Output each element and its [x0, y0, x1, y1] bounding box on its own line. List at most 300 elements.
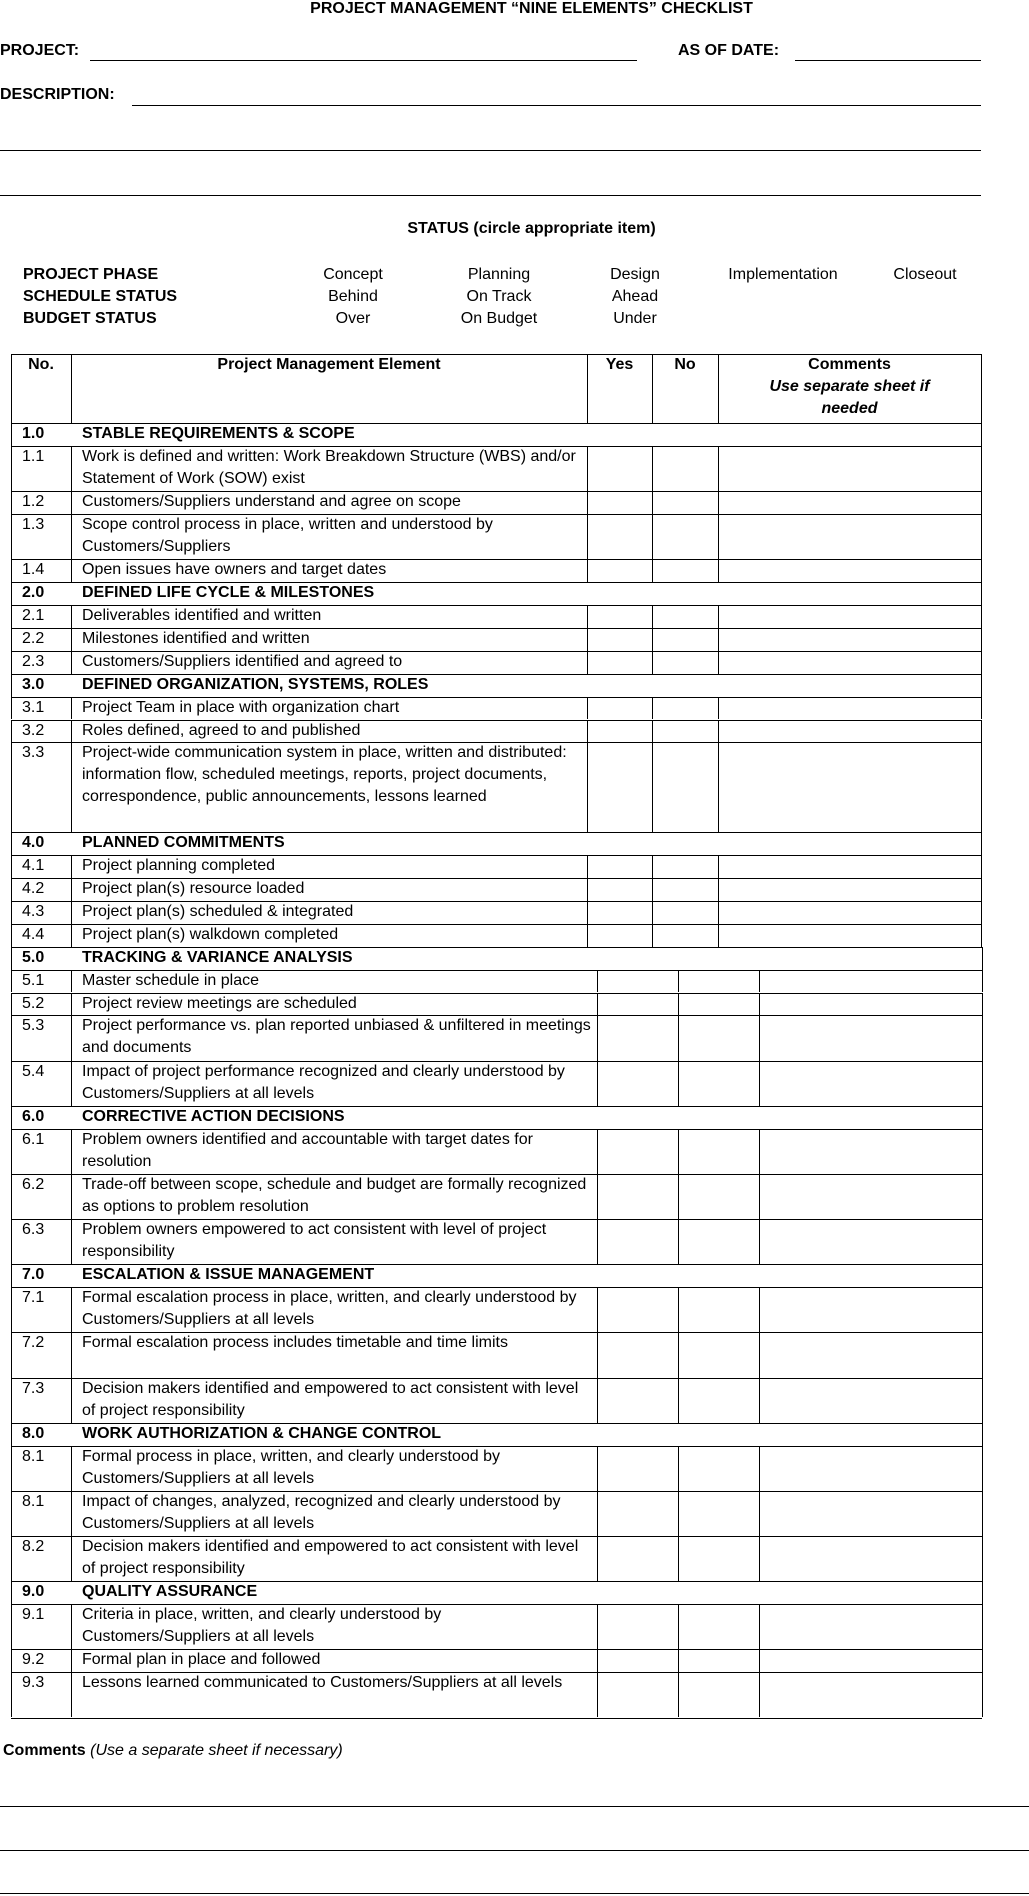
yes-checkbox-cell[interactable] [597, 970, 678, 993]
yes-checkbox-cell[interactable] [587, 742, 652, 832]
item-number: 7.2 [22, 1334, 45, 1352]
comments-cell[interactable] [759, 1287, 982, 1332]
column-divider [597, 1378, 598, 1423]
comments-cell[interactable] [718, 514, 981, 559]
comments-cell[interactable] [718, 901, 981, 924]
comments-cell[interactable] [759, 1061, 982, 1106]
status-option[interactable]: Ahead [611, 288, 659, 305]
no-checkbox-cell[interactable] [652, 855, 718, 878]
column-divider [11, 559, 12, 582]
yes-checkbox-cell[interactable] [587, 855, 652, 878]
item-text: Problem owners empowered to act consistent with level of project responsibility [82, 1221, 547, 1261]
comments-cell[interactable] [759, 1649, 982, 1672]
status-option[interactable]: Behind [328, 288, 378, 305]
column-divider [981, 491, 982, 514]
section-row [11, 1581, 982, 1604]
column-divider [982, 1536, 983, 1581]
description-label: DESCRIPTION: [0, 86, 115, 103]
item-text: Milestones identified and written [82, 629, 310, 647]
yes-checkbox-cell[interactable] [587, 605, 652, 628]
section-number: 6.0 [22, 1107, 45, 1125]
item-text: Criteria in place, written, and clearly understood by Customers/Suppliers at all levels [82, 1606, 442, 1646]
item-text: Trade-off between scope, schedule and budget are formally recognized as options to problem resolution [82, 1175, 587, 1215]
item-text: Project-wide communication system in place, written and distributed: information flow, scheduled meetings, reports, project documents, correspondence, public announcements, lessons learned [82, 744, 567, 806]
no-checkbox-cell[interactable] [678, 1332, 759, 1377]
column-divider [71, 1491, 72, 1536]
column-divider [597, 1604, 598, 1649]
column-divider [718, 742, 719, 832]
no-checkbox-cell[interactable] [678, 1649, 759, 1672]
column-divider [981, 742, 982, 832]
column-divider [11, 1446, 12, 1491]
comments-note: (Use a separate sheet if necessary) [90, 1742, 343, 1759]
yes-checkbox-cell[interactable] [597, 1174, 678, 1219]
column-divider [652, 491, 653, 514]
column-divider [11, 1129, 12, 1174]
status-option[interactable]: Design [610, 266, 660, 283]
yes-checkbox-cell[interactable] [597, 993, 678, 1016]
row-divider [11, 1718, 982, 1719]
column-divider [678, 1536, 679, 1581]
column-divider [11, 832, 12, 855]
comments-cell[interactable] [759, 1536, 982, 1581]
column-divider [981, 605, 982, 628]
yes-checkbox-cell[interactable] [597, 1061, 678, 1106]
item-text: Roles defined, agreed to and published [82, 721, 361, 739]
item-text: Impact of project performance recognized and clearly understood by Customers/Suppliers at all levels [82, 1062, 565, 1102]
column-divider [11, 1332, 12, 1377]
comments-cell[interactable] [718, 605, 981, 628]
section-title: QUALITY ASSURANCE [82, 1583, 258, 1601]
no-checkbox-cell[interactable] [652, 878, 718, 901]
yes-checkbox-cell[interactable] [597, 1604, 678, 1649]
column-divider [71, 855, 72, 878]
column-divider [71, 720, 72, 743]
status-option[interactable]: On Track [466, 288, 532, 305]
column-divider [981, 423, 982, 446]
section-row [11, 582, 981, 605]
comments-cell[interactable] [759, 1378, 982, 1423]
comments-cell[interactable] [759, 1174, 982, 1219]
no-checkbox-cell[interactable] [678, 1378, 759, 1423]
no-checkbox-cell[interactable] [652, 742, 718, 832]
column-divider [11, 514, 12, 559]
comments-cell[interactable] [759, 1446, 982, 1491]
column-divider [982, 1649, 983, 1672]
column-divider [597, 1015, 598, 1060]
no-checkbox-cell[interactable] [678, 1015, 759, 1060]
no-checkbox-cell[interactable] [678, 1446, 759, 1491]
comments-cell[interactable] [718, 924, 981, 947]
item-number: 6.1 [22, 1130, 45, 1148]
column-divider [71, 1536, 72, 1581]
item-number: 1.2 [22, 493, 45, 511]
column-divider [652, 354, 653, 423]
column-divider [597, 1536, 598, 1581]
column-divider [981, 674, 982, 697]
column-divider [597, 1446, 598, 1491]
column-divider [759, 1446, 760, 1491]
header-no-col: No [674, 356, 696, 373]
item-number: 3.3 [22, 744, 45, 762]
column-divider [678, 1649, 679, 1672]
yes-checkbox-cell[interactable] [597, 1378, 678, 1423]
no-checkbox-cell[interactable] [678, 1219, 759, 1264]
section-number: 8.0 [22, 1424, 45, 1442]
column-divider [652, 878, 653, 901]
item-number: 2.3 [22, 652, 45, 670]
header-no: No. [28, 356, 54, 373]
column-divider [11, 1378, 12, 1423]
item-text: Decision makers identified and empowered to act consistent with level of project responsibility [82, 1379, 579, 1419]
comments-line-3[interactable] [0, 1893, 1029, 1894]
column-divider [982, 1332, 983, 1377]
status-row [23, 286, 1023, 308]
column-divider [587, 446, 588, 491]
column-divider [678, 1061, 679, 1106]
column-divider [759, 1604, 760, 1649]
no-checkbox-cell[interactable] [678, 1604, 759, 1649]
column-divider [597, 1491, 598, 1536]
section-row [11, 674, 981, 697]
comments-cell[interactable] [718, 559, 981, 582]
item-number: 6.3 [22, 1221, 45, 1239]
column-divider [71, 1378, 72, 1423]
column-divider [759, 1015, 760, 1060]
column-divider [982, 1423, 983, 1446]
column-divider [71, 651, 72, 674]
comments-cell[interactable] [759, 993, 982, 1016]
section-row [11, 423, 981, 446]
column-divider [718, 651, 719, 674]
yes-checkbox-cell[interactable] [587, 559, 652, 582]
status-option[interactable]: Implementation [728, 266, 838, 283]
item-text: Formal escalation process in place, written, and clearly understood by Customers/Suppliers at all levels [82, 1289, 577, 1329]
column-divider [71, 697, 72, 720]
comments-cell[interactable] [718, 878, 981, 901]
status-row-label: SCHEDULE STATUS [23, 288, 178, 305]
no-checkbox-cell[interactable] [652, 559, 718, 582]
comments-cell[interactable] [718, 742, 981, 832]
column-divider [11, 423, 12, 446]
yes-checkbox-cell[interactable] [597, 1332, 678, 1377]
no-checkbox-cell[interactable] [652, 491, 718, 514]
section-number: 7.0 [22, 1266, 45, 1284]
column-divider [982, 1672, 983, 1717]
column-divider [718, 446, 719, 491]
comments-cell[interactable] [759, 1332, 982, 1377]
column-divider [11, 1649, 12, 1672]
column-divider [652, 651, 653, 674]
comments-cell[interactable] [759, 1491, 982, 1536]
yes-checkbox-cell[interactable] [587, 924, 652, 947]
item-number: 5.2 [22, 994, 45, 1012]
comments-cell[interactable] [759, 970, 982, 993]
yes-checkbox-cell[interactable] [597, 1446, 678, 1491]
column-divider [597, 1174, 598, 1219]
comments-cell[interactable] [759, 1604, 982, 1649]
column-divider [11, 1287, 12, 1332]
yes-checkbox-cell[interactable] [597, 1219, 678, 1264]
column-divider [587, 855, 588, 878]
yes-checkbox-cell[interactable] [587, 446, 652, 491]
project-field[interactable] [90, 60, 637, 61]
column-divider [759, 1649, 760, 1672]
column-divider [71, 1219, 72, 1264]
header-comments [718, 354, 981, 423]
section-title: PLANNED COMMITMENTS [82, 834, 285, 852]
column-divider [981, 446, 982, 491]
no-checkbox-cell[interactable] [652, 651, 718, 674]
yes-checkbox-cell[interactable] [587, 901, 652, 924]
yes-checkbox-cell[interactable] [597, 1672, 678, 1717]
header-element: Project Management Element [217, 356, 441, 373]
column-divider [759, 1378, 760, 1423]
status-row-label: PROJECT PHASE [23, 266, 159, 283]
column-divider [678, 1287, 679, 1332]
status-row [23, 308, 1023, 330]
column-divider [587, 628, 588, 651]
column-divider [11, 697, 12, 720]
column-divider [982, 1174, 983, 1219]
comments-cell[interactable] [718, 720, 981, 743]
column-divider [587, 878, 588, 901]
column-divider [587, 651, 588, 674]
no-checkbox-cell[interactable] [652, 446, 718, 491]
no-checkbox-cell[interactable] [652, 628, 718, 651]
comments-cell[interactable] [718, 628, 981, 651]
yes-checkbox-cell[interactable] [597, 1536, 678, 1581]
item-text: Decision makers identified and empowered to act consistent with level of project responsibility [82, 1538, 579, 1578]
column-divider [759, 993, 760, 1016]
column-divider [981, 697, 982, 720]
column-divider [11, 970, 12, 993]
status-option[interactable]: Planning [467, 266, 531, 283]
description-field[interactable] [132, 105, 981, 106]
column-divider [11, 1536, 12, 1581]
column-divider [71, 514, 72, 559]
description-line-2[interactable] [0, 150, 981, 151]
column-divider [11, 1581, 12, 1604]
comments-cell[interactable] [759, 1672, 982, 1717]
column-divider [678, 1174, 679, 1219]
status-option[interactable]: Concept [323, 266, 383, 283]
column-divider [587, 697, 588, 720]
yes-checkbox-cell[interactable] [587, 878, 652, 901]
status-option[interactable]: Closeout [893, 266, 957, 283]
yes-checkbox-cell[interactable] [597, 1129, 678, 1174]
column-divider [71, 970, 72, 993]
yes-checkbox-cell[interactable] [587, 491, 652, 514]
comments-line-1[interactable] [0, 1806, 1029, 1807]
comments-cell[interactable] [759, 1015, 982, 1060]
no-checkbox-cell[interactable] [652, 514, 718, 559]
column-divider [71, 993, 72, 1016]
column-divider [11, 1106, 12, 1129]
as-of-date-field[interactable] [795, 60, 981, 61]
status-option[interactable]: On Budget [460, 310, 538, 327]
yes-checkbox-cell[interactable] [587, 514, 652, 559]
status-option[interactable]: Under [613, 310, 657, 327]
comments-label: Comments [3, 1742, 86, 1759]
column-divider [71, 1287, 72, 1332]
column-divider [982, 1378, 983, 1423]
item-text: Project Team in place with organization chart [82, 698, 400, 716]
no-checkbox-cell[interactable] [678, 1672, 759, 1717]
section-row [11, 832, 981, 855]
column-divider [759, 1672, 760, 1717]
item-text: Project review meetings are scheduled [82, 994, 357, 1012]
column-divider [652, 742, 653, 832]
column-divider [11, 924, 12, 947]
column-divider [718, 559, 719, 582]
column-divider [718, 878, 719, 901]
header-yes: Yes [605, 356, 634, 373]
yes-checkbox-cell[interactable] [597, 1287, 678, 1332]
column-divider [71, 1649, 72, 1672]
column-divider [652, 446, 653, 491]
column-divider [981, 514, 982, 559]
column-divider [587, 514, 588, 559]
column-divider [71, 901, 72, 924]
item-number: 4.2 [22, 880, 45, 897]
no-checkbox-cell[interactable] [678, 1129, 759, 1174]
column-divider [597, 1332, 598, 1377]
column-divider [71, 1015, 72, 1060]
item-text: Project plan(s) scheduled & integrated [82, 902, 354, 920]
column-divider [71, 559, 72, 582]
column-divider [11, 1604, 12, 1649]
item-number: 8.1 [22, 1447, 45, 1465]
comments-line-2[interactable] [0, 1850, 1029, 1851]
column-divider [718, 901, 719, 924]
item-text: Customers/Suppliers identified and agreed to [82, 652, 403, 670]
comments-cell[interactable] [718, 446, 981, 491]
item-text: Lessons learned communicated to Customers/Suppliers at all levels [82, 1674, 563, 1692]
comments-cell[interactable] [718, 697, 981, 720]
item-number: 2.2 [22, 629, 45, 647]
item-text: Scope control process in place, written and understood by Customers/Suppliers [82, 516, 493, 555]
no-checkbox-cell[interactable] [652, 697, 718, 720]
column-divider [11, 1672, 12, 1717]
column-divider [678, 1446, 679, 1491]
item-number: 4.3 [22, 902, 45, 920]
column-divider [11, 582, 12, 605]
no-checkbox-cell[interactable] [678, 993, 759, 1016]
item-number: 9.1 [22, 1606, 45, 1624]
comments-cell[interactable] [718, 651, 981, 674]
no-checkbox-cell[interactable] [652, 605, 718, 628]
no-checkbox-cell[interactable] [678, 970, 759, 993]
comments-cell[interactable] [718, 491, 981, 514]
column-divider [597, 1649, 598, 1672]
column-divider [71, 491, 72, 514]
column-divider [652, 628, 653, 651]
item-text: Open issues have owners and target dates [82, 561, 387, 579]
column-divider [678, 1672, 679, 1717]
column-divider [11, 354, 12, 423]
column-divider [11, 628, 12, 651]
column-divider [981, 651, 982, 674]
column-divider [587, 491, 588, 514]
status-row-label: BUDGET STATUS [23, 310, 157, 327]
column-divider [718, 491, 719, 514]
column-divider [982, 1129, 983, 1174]
item-text: Project plan(s) resource loaded [82, 880, 305, 897]
item-number: 1.1 [22, 447, 45, 465]
column-divider [652, 697, 653, 720]
comments-cell[interactable] [718, 855, 981, 878]
status-option[interactable]: Over [335, 310, 371, 327]
no-checkbox-cell[interactable] [652, 720, 718, 743]
item-number: 9.2 [22, 1651, 45, 1669]
yes-checkbox-cell[interactable] [597, 1649, 678, 1672]
column-divider [678, 1015, 679, 1060]
yes-checkbox-cell[interactable] [597, 1015, 678, 1060]
yes-checkbox-cell[interactable] [587, 697, 652, 720]
column-divider [597, 993, 598, 1016]
column-divider [981, 559, 982, 582]
item-text: Problem owners identified and accountable with target dates for resolution [82, 1130, 533, 1170]
column-divider [597, 1672, 598, 1717]
no-checkbox-cell[interactable] [678, 1287, 759, 1332]
yes-checkbox-cell[interactable] [587, 628, 652, 651]
column-divider [597, 1129, 598, 1174]
yes-checkbox-cell[interactable] [587, 651, 652, 674]
comments-cell[interactable] [759, 1129, 982, 1174]
column-divider [71, 742, 72, 832]
column-divider [71, 605, 72, 628]
yes-checkbox-cell[interactable] [597, 1491, 678, 1536]
column-divider [11, 1061, 12, 1106]
column-divider [587, 559, 588, 582]
column-divider [678, 1219, 679, 1264]
no-checkbox-cell[interactable] [678, 1491, 759, 1536]
column-divider [678, 1129, 679, 1174]
description-line-3[interactable] [0, 195, 981, 196]
column-divider [597, 1287, 598, 1332]
column-divider [981, 628, 982, 651]
no-checkbox-cell[interactable] [678, 1174, 759, 1219]
item-text: Customers/Suppliers understand and agree on scope [82, 493, 461, 511]
column-divider [597, 970, 598, 993]
column-divider [11, 1219, 12, 1264]
column-divider [982, 1219, 983, 1264]
column-divider [678, 1491, 679, 1536]
column-divider [71, 1672, 72, 1717]
status-heading: STATUS (circle appropriate item) [407, 220, 656, 237]
column-divider [71, 354, 72, 423]
column-divider [587, 901, 588, 924]
no-checkbox-cell[interactable] [678, 1536, 759, 1581]
comments-cell[interactable] [759, 1219, 982, 1264]
item-number: 1.4 [22, 561, 45, 579]
no-checkbox-cell[interactable] [652, 901, 718, 924]
column-divider [678, 993, 679, 1016]
column-divider [981, 582, 982, 605]
page-title: PROJECT MANAGEMENT “NINE ELEMENTS” CHECKLIST [310, 0, 753, 17]
column-divider [652, 855, 653, 878]
no-checkbox-cell[interactable] [652, 924, 718, 947]
header-comments-label: Comments [808, 356, 891, 373]
no-checkbox-cell[interactable] [678, 1061, 759, 1106]
column-divider [11, 491, 12, 514]
column-divider [652, 605, 653, 628]
section-row [11, 1423, 982, 1446]
yes-checkbox-cell[interactable] [587, 720, 652, 743]
column-divider [652, 901, 653, 924]
column-divider [11, 720, 12, 743]
